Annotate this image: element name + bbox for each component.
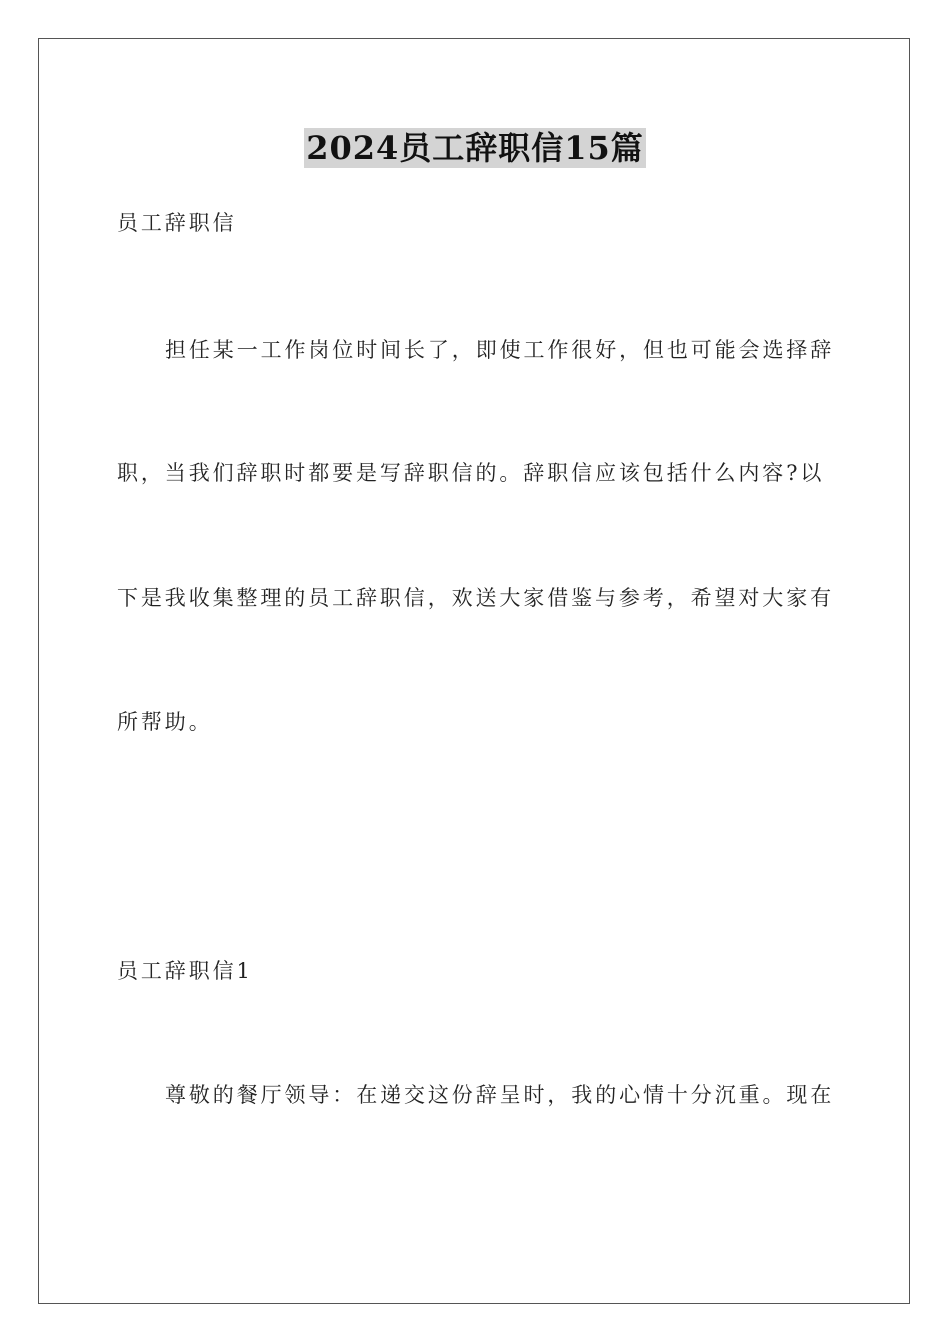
intro-paragraph-line-4: 所帮助。 [117, 710, 213, 734]
title-container [0, 128, 950, 168]
section-heading: 员工辞职信 [117, 211, 237, 235]
intro-paragraph-line-1: 担任某一工作岗位时间长了，即使工作很好，但也可能会选择辞 [165, 338, 835, 362]
intro-paragraph-line-3: 下是我收集整理的员工辞职信，欢送大家借鉴与参考，希望对大家有 [117, 586, 834, 610]
document-title: 2024员工辞职信15篇 [306, 129, 644, 167]
letter-paragraph-line-1: 尊敬的餐厅领导：在递交这份辞呈时，我的心情十分沉重。现在 [165, 1083, 835, 1107]
intro-paragraph-line-2: 职，当我们辞职时都要是写辞职信的。辞职信应该包括什么内容?以 [117, 461, 825, 485]
letter-heading: 员工辞职信1 [117, 959, 253, 983]
